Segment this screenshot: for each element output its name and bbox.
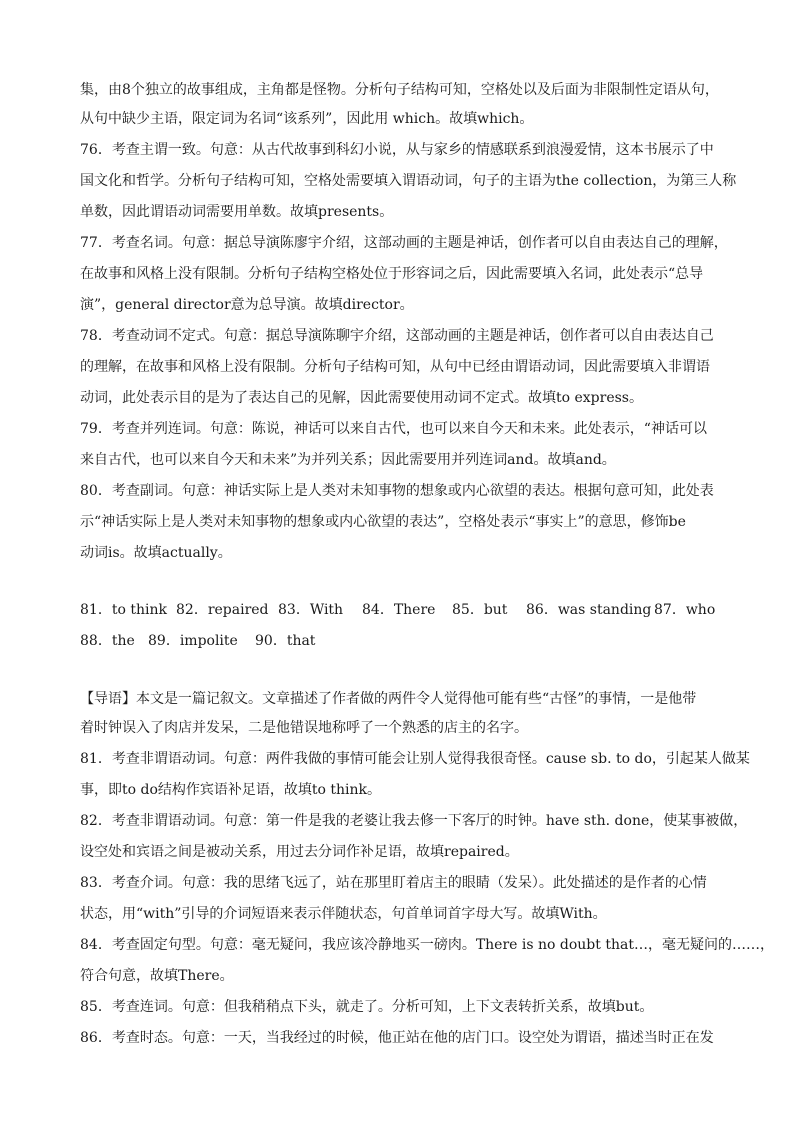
text-line: 84．考查固定句型。句意：毫无疑问，我应该冷静地买一磅肉。There is no doubt that…，毫无疑问的……，	[80, 937, 774, 953]
answer-item: 82．repaired	[176, 602, 269, 618]
answer-item: 90．that	[255, 633, 316, 649]
answer-item: 87．who	[654, 602, 716, 618]
text-line: 来自古代，也可以来自今天和未来”为并列关系；因此需要用并列连词and。故填and。	[80, 452, 616, 468]
text-line: 在故事和风格上没有限制。分析句子结构空格处位于形容词之后，因此需要填入名词，此处表示“总导	[80, 266, 704, 282]
text-line: 80．考查副词。句意：神话实际上是人类对未知事物的想象或内心欲望的表达。根据句意可知，此处表	[80, 483, 714, 499]
text-line: 76．考查主谓一致。句意：从古代故事到科幻小说，从与家乡的情感联系到浪漫爱情，这本书展示了中	[80, 142, 714, 158]
text-line: 符合句意，故填There。	[80, 968, 234, 984]
text-line: 79．考查并列连词。句意：陈说，神话可以来自古代，也可以来自今天和未来。此处表示，“神话可以	[80, 421, 707, 437]
text-line: 从句中缺少主语，限定词为名词“该系列”，因此用 which。故填which。	[80, 111, 534, 127]
text-line: 着时钟误入了肉店并发呆，二是他错误地称呼了一个熟悉的店主的名字。	[80, 720, 528, 736]
text-line: 81．考查非谓语动词。句意：两件我做的事情可能会让别人觉得我很奇怪。cause sb. to do，引起某人做某	[80, 751, 750, 767]
text-line: 示“神话实际上是人类对未知事物的想象或内心欲望的表达”，空格处表示“事实上”的意思，修饰be	[80, 514, 686, 530]
text-line: 动词，此处表示目的是为了表达自己的见解，因此需要使用动词不定式。故填to express。	[80, 390, 643, 406]
answer-item: 89．impolite	[148, 633, 238, 649]
answer-item: 83．With	[278, 602, 344, 618]
text-line: 演”，general director意为总导演。故填director。	[80, 297, 414, 313]
answer-item: 86．was standing	[526, 602, 652, 618]
text-line: 动词is。故填actually。	[80, 545, 232, 561]
answer-item: 81．to think	[80, 602, 167, 618]
text-line: 85．考查连词。句意：但我稍稍点下头，就走了。分析可知，上下文表转折关系，故填but。	[80, 999, 654, 1015]
text-line: 集，由8个独立的故事组成，主角都是怪物。分析句子结构可知，空格处以及后面为非限制性定语从句，	[80, 82, 719, 98]
answer-item: 88．the	[80, 633, 135, 649]
text-line: 设空处和宾语之间是被动关系，用过去分词作补足语，故填repaired。	[80, 844, 519, 860]
answer-item: 85．but	[452, 602, 508, 618]
text-line: 【导语】本文是一篇记叙文。文章描述了作者做的两件令人觉得他可能有些“古怪”的事情，一是他带	[80, 691, 697, 707]
text-line: 77．考查名词。句意：据总导演陈廖宇介绍，这部动画的主题是神话，创作者可以自由表达自己的理解，	[80, 235, 728, 251]
text-line: 86．考查时态。句意：一天，当我经过的时候，他正站在他的店门口。设空处为谓语，描述当时正在发	[80, 1030, 714, 1046]
text-line: 国文化和哲学。分析句子结构可知，空格处需要填入谓语动词，句子的主语为the collection，为第三人称	[80, 173, 737, 189]
text-line: 状态，用“with”引导的介词短语来表示伴随状态，句首单词首字母大写。故填With。	[80, 906, 607, 922]
text-line: 单数，因此谓语动词需要用单数。故填presents。	[80, 204, 394, 220]
text-line: 事，即to do结构作宾语补足语，故填to think。	[80, 782, 382, 798]
answer-item: 84．There	[362, 602, 436, 618]
text-line: 83．考查介词。句意：我的思绪飞远了，站在那里盯着店主的眼睛（发呆）。此处描述的是作者的心情	[80, 875, 707, 891]
text-line: 的理解，在故事和风格上没有限制。分析句子结构可知，从句中已经由谓语动词，因此需要填入非谓语	[80, 359, 710, 375]
text-line: 78．考查动词不定式。句意：据总导演陈聊宇介绍，这部动画的主题是神话，创作者可以自由表达自己	[80, 328, 714, 344]
text-line: 82．考查非谓语动词。句意：第一件是我的老婆让我去修一下客厅的时钟。have sth. done，使某事被做，	[80, 813, 748, 829]
